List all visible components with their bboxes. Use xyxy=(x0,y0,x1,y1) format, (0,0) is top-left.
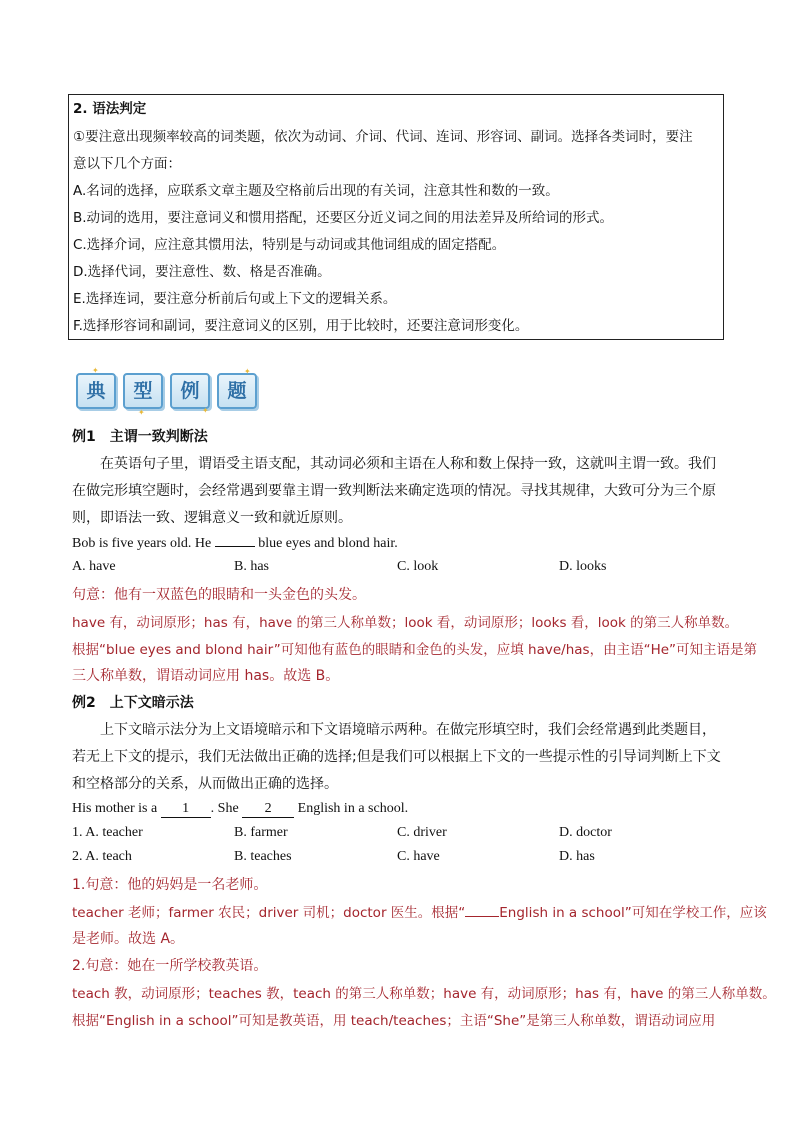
example-2-answer-line-1: 1.句意：他的妈妈是一名老师。 xyxy=(72,877,268,893)
example-2-answer-line-2 xyxy=(72,901,767,921)
box-intro-line-1: ①要注意出现频率较高的词类题，依次为动词、介词、代词、连词、形容词、副词。选择各类词时，要注 xyxy=(73,129,693,145)
example-1-paragraph-line-3: 则，即语法一致、逻辑意义一致和就近原则。 xyxy=(72,510,352,526)
example-1-answer-line-2: have 有，动词原形；has 有，have 的第三人称单数；look 看，动词原形；looks 看，look 的第三人称单数。 xyxy=(72,615,739,631)
section-title-char-3: 例 xyxy=(170,373,210,409)
example-1-answer-line-4: 三人称单数，谓语动词应用 has。故选 B。 xyxy=(72,668,340,684)
sparkle-icon: ✦ xyxy=(202,406,209,415)
example-2-answer-line-2a: teacher 老师；farmer 农民；driver 司机；doctor 医生。根据“ xyxy=(72,905,466,921)
example-1-answer-line-3: 根据“blue eyes and blond hair”可知他有蓝色的眼睛和金色的头发，应填 have/has，由主语“He”可知主语是第 xyxy=(72,642,758,658)
example-1-option-a: A. have xyxy=(72,559,116,574)
example-2-q2-option-a: 2. A. teach xyxy=(72,849,132,864)
example-2-title: 例2 上下文暗示法 xyxy=(72,695,194,711)
example-2-paragraph-line-1: 上下文暗示法分为上文语境暗示和下文语境暗示两种。在做完形填空时，我们会经常遇到此类题目， xyxy=(100,722,716,738)
sparkle-icon: ✦ xyxy=(92,366,99,375)
section-title-typical-examples xyxy=(74,366,260,417)
box-item-d: D.选择代词，要注意性、数、格是否准确。 xyxy=(73,264,331,280)
example-2-paragraph-line-2: 若无上下文的提示，我们无法做出正确的选择;但是我们可以根据上下文的一些提示性的引导词判断上下文 xyxy=(72,749,721,765)
example-1-option-b: B. has xyxy=(234,559,269,574)
answer-blank-1 xyxy=(161,801,211,818)
box-item-f: F.选择形容词和副词，要注意词义的区别，用于比较时，还要注意词形变化。 xyxy=(73,318,529,334)
example-1-question-before: Bob is five years old. He xyxy=(72,536,212,551)
example-1-paragraph-line-2: 在做完形填空题时，会经常遇到要靠主谓一致判断法来确定选项的情况。寻找其规律，大致可分为三个原 xyxy=(72,483,716,499)
example-1-paragraph-line-1: 在英语句子里，谓语受主语支配，其动词必须和主语在人称和数上保持一致，这就叫主谓一致。我们 xyxy=(100,456,716,472)
example-2-paragraph-line-3: 和空格部分的关系，从而做出正确的选择。 xyxy=(72,776,338,792)
section-title-char-4: 题 xyxy=(217,373,257,409)
example-2-question-part-1: His mother is a xyxy=(72,801,158,816)
example-1-title: 例1 主谓一致判断法 xyxy=(72,429,208,445)
example-2-q1-option-a: 1. A. teacher xyxy=(72,825,143,840)
example-1-answer-line-1: 句意：他有一双蓝色的眼睛和一头金色的头发。 xyxy=(72,587,366,603)
example-1-option-c: C. look xyxy=(397,559,439,574)
example-1-option-d: D. looks xyxy=(559,559,607,574)
section-title-char-2: 型 xyxy=(123,373,163,409)
example-2-question-part-2: . She xyxy=(210,801,239,816)
box-intro-line-2: 意以下几个方面： xyxy=(73,156,181,172)
section-title-char-1: 典 xyxy=(76,373,116,409)
box-item-b: B.动词的选用，要注意词义和惯用搭配，还要区分近义词之间的用法差异及所给词的形式。 xyxy=(73,210,614,226)
sparkle-icon: ✦ xyxy=(138,408,145,417)
box-heading: 2. 语法判定 xyxy=(73,101,147,117)
box-item-a: A.名词的选择，应联系文章主题及空格前后出现的有关词，注意其性和数的一致。 xyxy=(73,183,559,199)
example-2-answer-line-3: 是老师。故选 A。 xyxy=(72,931,185,947)
answer-blank-2 xyxy=(242,801,294,818)
box-item-c: C.选择介词，应注意其惯用法，特别是与动词或其他词组成的固定搭配。 xyxy=(73,237,506,253)
example-2-answer-line-4: 2.句意：她在一所学校教英语。 xyxy=(72,958,268,974)
example-2-answer-line-6: 根据“English in a school”可知是教英语，用 teach/teaches；主语“She”是第三人称单数，谓语动词应用 xyxy=(72,1013,716,1029)
example-2-answer-line-2b: English in a school”可知在学校工作，应该 xyxy=(499,905,767,921)
answer-blank xyxy=(465,904,499,917)
example-2-q2-option-c: C. have xyxy=(397,849,440,864)
example-2-answer-line-5: teach 教，动词原形；teaches 教，teach 的第三人称单数；have 有，动词原形；has 有，have 的第三人称单数。 xyxy=(72,986,776,1002)
example-2-q2-option-d: D. has xyxy=(559,849,595,864)
grammar-tips-box xyxy=(68,94,724,340)
sparkle-icon: ✦ xyxy=(244,367,251,376)
example-2-q1-option-c: C. driver xyxy=(397,825,447,840)
example-2-question xyxy=(72,801,408,818)
example-1-question xyxy=(72,534,398,552)
answer-blank xyxy=(215,534,255,547)
example-2-q2-option-b: B. teaches xyxy=(234,849,292,864)
example-2-question-part-3: English in a school. xyxy=(297,801,409,816)
blank-number-2: 2 xyxy=(264,801,272,816)
box-item-e: E.选择连词，要注意分析前后句或上下文的逻辑关系。 xyxy=(73,291,397,307)
blank-number-1: 1 xyxy=(182,801,190,816)
example-2-q1-option-b: B. farmer xyxy=(234,825,288,840)
example-1-question-after: blue eyes and blond hair. xyxy=(258,536,398,551)
example-2-q1-option-d: D. doctor xyxy=(559,825,612,840)
